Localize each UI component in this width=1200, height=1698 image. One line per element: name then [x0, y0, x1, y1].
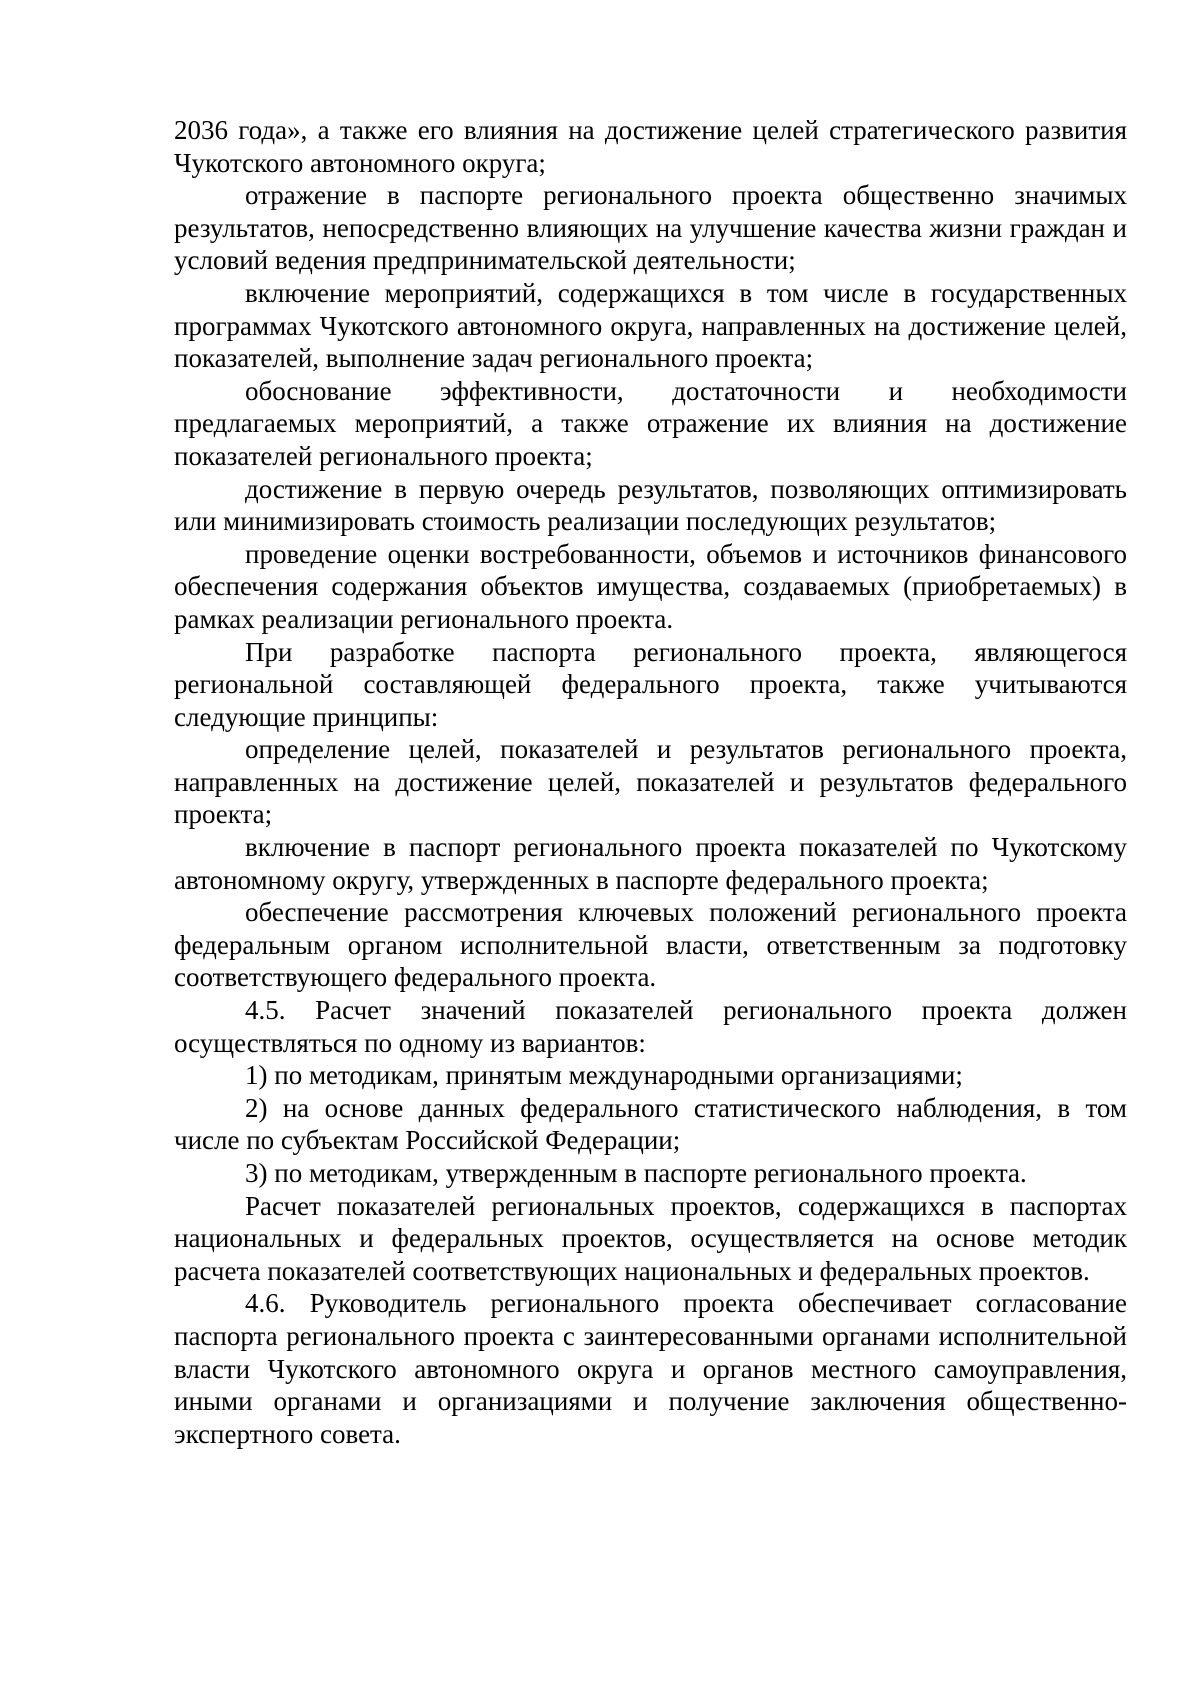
list-item: 3) по методикам, утвержденным в паспорте регионального проекта. [245, 1158, 1027, 1188]
paragraph: Расчет показателей региональных проектов, содержащихся в паспортах национальных и федеральных проектов, осуществляется на основе методик расчета показателей соответствующих национальных и федеральных проектов. [174, 1190, 1127, 1286]
paragraph: включение мероприятий, содержащихся в том числе в государственных программах Чукотского автономного округа, направленных на достижение целей, показателей, выполнение задач регионального проекта; [174, 277, 1127, 374]
paragraph: 2036 года», а также его влияния на достижение целей стратегического развития Чукотского автономного округа; [174, 115, 1127, 178]
document-body [174, 114, 1127, 1450]
paragraph: отражение в паспорте регионального проекта общественно значимых результатов, непосредственно влияющих на улучшение качества жизни граждан и условий ведения предпринимательской деятельности; [174, 180, 1127, 276]
list-item: 2) на основе данных федерального статистического наблюдения, в том числе по субъектам Российской Федерации; [174, 1092, 1127, 1156]
section-paragraph-4-6: 4.6. Руководитель регионального проекта обеспечивает согласование паспорта регионального проекта с заинтересованными органами исполнительной власти Чукотского автономного округа и органов местного самоуправления, иными органами и организациями и получение заключения общественно-экспертного совета. [174, 1288, 1127, 1449]
paragraph: достижение в первую очередь результатов, позволяющих оптимизировать или минимизировать стоимость реализации последующих результатов; [174, 473, 1127, 537]
paragraph: При разработке паспорта регионального проекта, являющегося региональной составляющей федерального проекта, также учитываются следующие принципы: [174, 636, 1127, 732]
paragraph: определение целей, показателей и результатов регионального проекта, направленных на достижение целей, показателей и результатов федерального проекта; [174, 734, 1127, 830]
paragraph: обеспечение рассмотрения ключевых положений регионального проекта федеральным органом исполнительной власти, ответственным за подготовку соответствующего федерального проекта. [174, 897, 1127, 993]
list-item: 1) по методикам, принятым международными организациями; [245, 1060, 963, 1091]
paragraph: проведение оценки востребованности, объемов и источников финансового обеспечения содержания объектов имущества, создаваемых (приобретаемых) в рамках реализации регионального проекта. [174, 538, 1127, 634]
section-paragraph-4-5: 4.5. Расчет значений показателей регионального проекта должен осуществляться по одному из вариантов: [174, 995, 1127, 1058]
paragraph: обоснование эффективности, достаточности и необходимости предлагаемых мероприятий, а также отражение их влияния на достижение показателей регионального проекта; [174, 375, 1127, 471]
paragraph: включение в паспорт регионального проекта показателей по Чукотскому автономному округу, утвержденных в паспорте федерального проекта; [174, 832, 1127, 895]
